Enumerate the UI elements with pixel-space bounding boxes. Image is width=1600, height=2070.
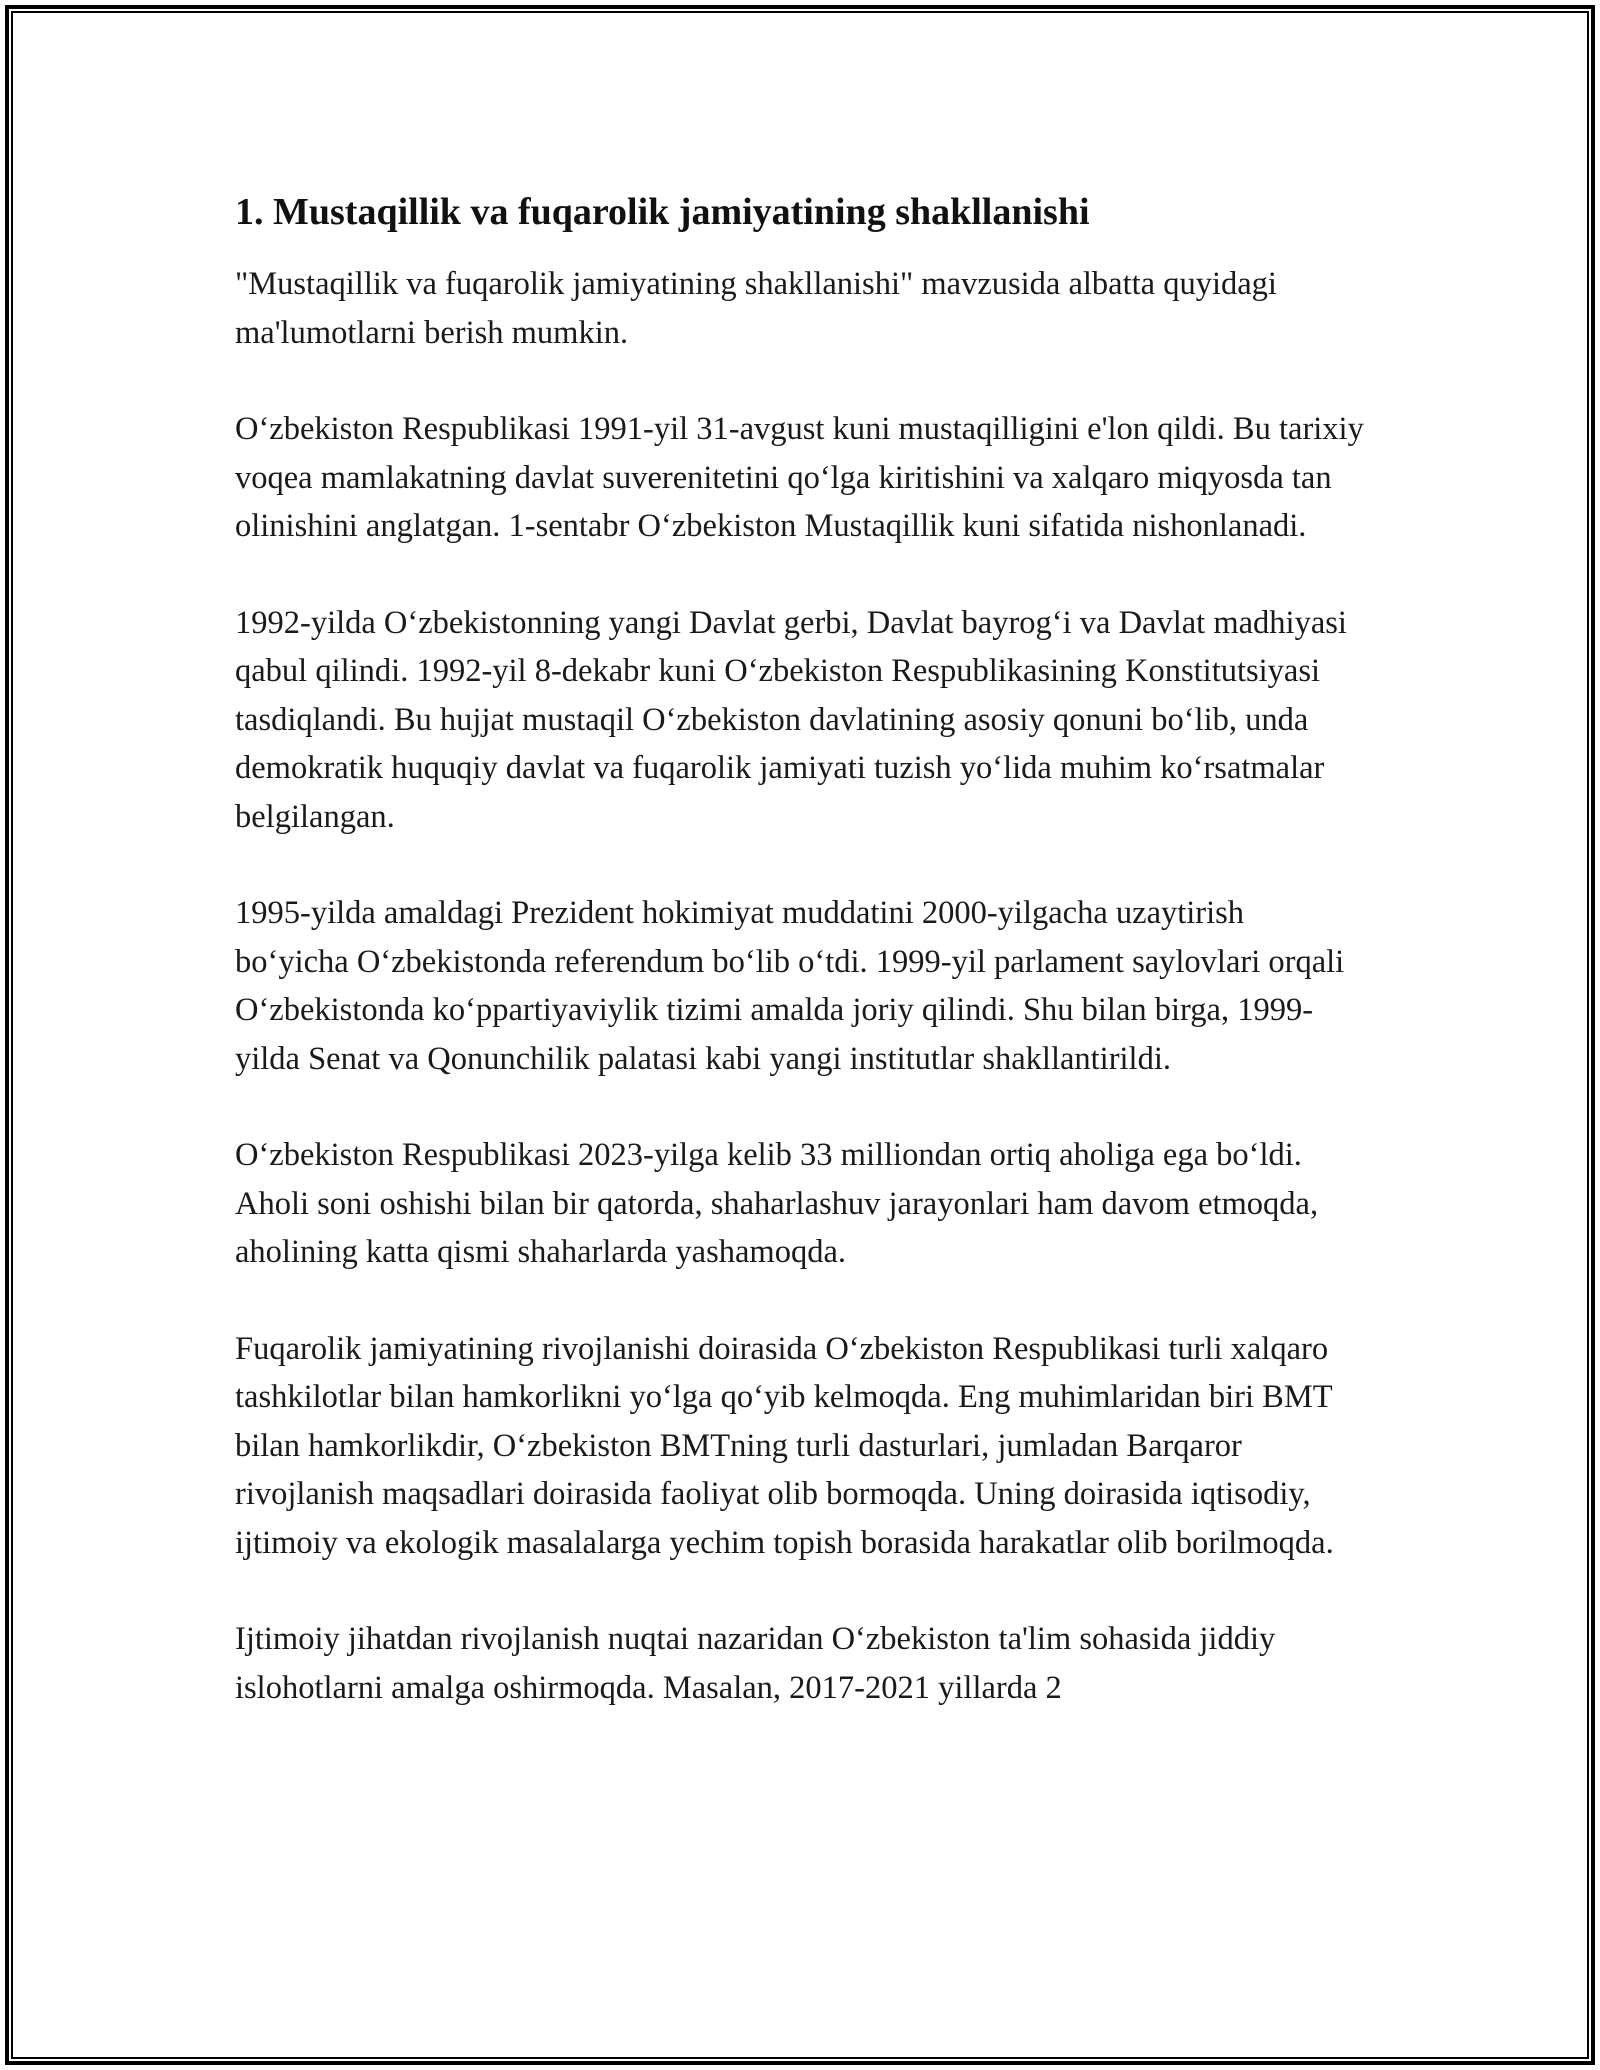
- paragraph-education: Ijtimoiy jihatdan rivojlanish nuqtai nazaridan O‘zbekiston ta'lim sohasida jiddiy islohotlarni amalga oshirmoqda. Masalan, 2017-2021 yillarda 2: [235, 1621, 1276, 1706]
- document-body: [235, 186, 1365, 1760]
- paragraph-population: O‘zbekiston Respublikasi 2023-yilga kelib 33 milliondan ortiq aholiga ega bo‘ldi. Aholi soni oshishi bilan bir qatorda, shaharlashuv jarayonlari ham davom etmoqda, aholining katta qismi shaharlarda yashamoqda.: [235, 1137, 1319, 1270]
- paragraph-referendum: 1995-yilda amaldagi Prezident hokimiyat muddatini 2000-yilgacha uzaytirish bo‘yicha O‘zbekistonda referendum bo‘lib o‘tdi. 1999-yil parlament saylovlari orqali O‘zbekistonda ko‘ppartiyaviylik tizimi amalda joriy qilindi. Shu bilan birga, 1999-yilda Senat va Qonunchilik palatasi kabi yangi institutlar shakllantirildi.: [235, 895, 1345, 1077]
- paragraph-independence: O‘zbekiston Respublikasi 1991-yil 31-avgust kuni mustaqilligini e'lon qildi. Bu tarixiy voqea mamlakatning davlat suverenitetini qo‘lga kiritishini va xalqaro miqyosda tan olinishini anglatgan. 1-sentabr O‘zbekiston Mustaqillik kuni sifatida nishonlanadi.: [235, 411, 1364, 544]
- paragraph-cooperation: Fuqarolik jamiyatining rivojlanishi doirasida O‘zbekiston Respublikasi turli xalqaro tashkilotlar bilan hamkorlikni yo‘lga qo‘yib kelmoqda. Eng muhimlaridan biri BMT bilan hamkorlikdir, O‘zbekiston BMTning turli dasturlari, jumladan Barqaror rivojlanish maqsadlari doirasida faoliyat olib bormoqda. Uning doirasida iqtisodiy, ijtimoiy va ekologik masalalarga yechim topish borasida harakatlar olib borilmoqda.: [235, 1330, 1334, 1561]
- section-title: 1. Mustaqillik va fuqarolik jamiyatining shakllanishi: [235, 191, 1090, 233]
- paragraph-intro: "Mustaqillik va fuqarolik jamiyatining shakllanishi" mavzusida albatta quyidagi ma'lumotlarni berish mumkin.: [235, 266, 1277, 351]
- paragraph-state-symbols: 1992-yilda O‘zbekistonning yangi Davlat gerbi, Davlat bayrog‘i va Davlat madhiyasi qabul qilindi. 1992-yil 8-dekabr kuni O‘zbekiston Respublikasining Konstitutsiyasi tasdiqlandi. Bu hujjat mustaqil O‘zbekiston davlatining asosiy qonuni bo‘lib, unda demokratik huquqiy davlat va fuqarolik jamiyati tuzish yo‘lida muhim ko‘rsatmalar belgilangan.: [235, 604, 1347, 835]
